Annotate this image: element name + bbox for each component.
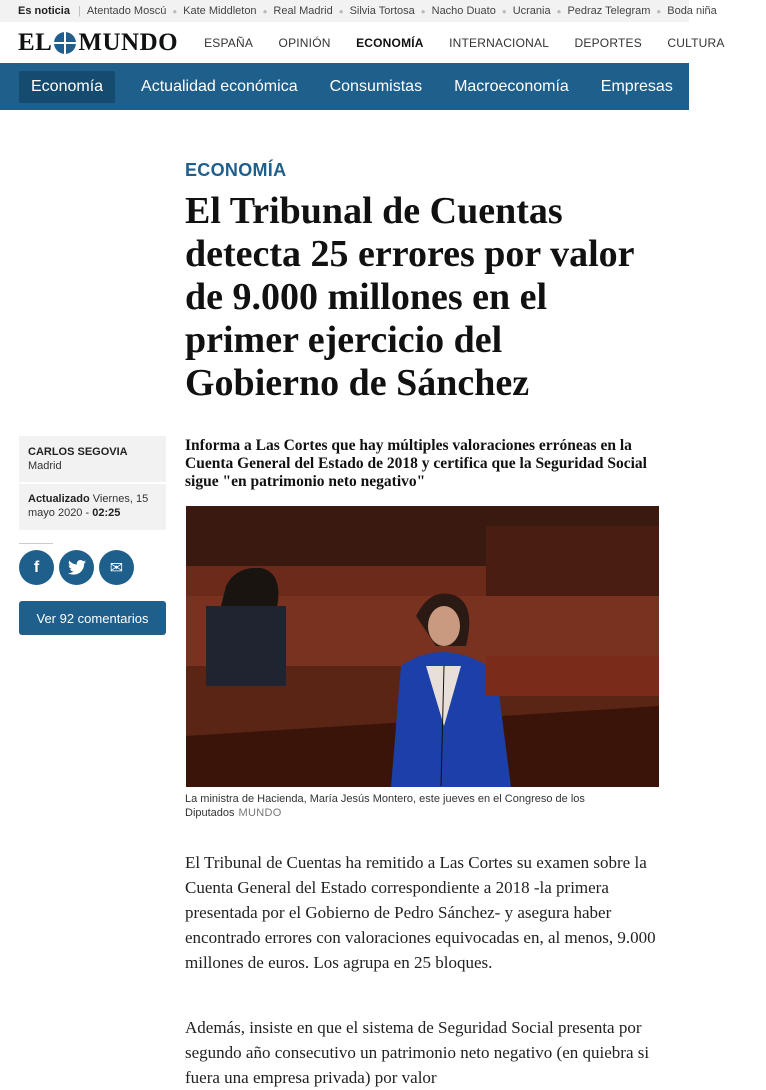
twitter-icon[interactable] xyxy=(59,550,94,585)
logo-text-right: MUNDO xyxy=(78,28,179,56)
author-name[interactable]: CARLOS SEGOVIA xyxy=(28,446,128,458)
nav-item-deportes[interactable]: DEPORTES xyxy=(574,35,642,50)
ticker-item[interactable]: Real Madrid xyxy=(273,5,333,17)
updated-date: Viernes, 15 mayo 2020 - xyxy=(28,493,149,519)
updated-timestamp xyxy=(19,484,166,530)
ticker-divider: | xyxy=(77,5,81,17)
ticker-item[interactable]: Ucrania xyxy=(512,5,551,17)
news-ticker xyxy=(0,0,717,22)
email-icon[interactable]: ✉ xyxy=(99,550,134,585)
article-standfirst: Informa a Las Cortes que hay múltiples valoraciones erróneas en la Cuenta General del Estado de 2018 y certifica que la Seguridad Social sigue "en patrimonio neto negativo" xyxy=(185,437,647,490)
nav-item-cultura[interactable]: CULTURA xyxy=(667,35,725,50)
share-buttons xyxy=(19,550,139,585)
ticker-dot: ● xyxy=(556,6,562,16)
section-nav-current[interactable]: Economía xyxy=(19,71,115,103)
section-nav-item[interactable]: Actualidad económica xyxy=(141,77,298,95)
ticker-dot: ● xyxy=(262,6,268,16)
ticker-dot: ● xyxy=(656,6,662,16)
logo-text-left: EL xyxy=(18,28,53,56)
ticker-item[interactable]: Kate Middleton xyxy=(183,5,257,17)
updated-time: 02:25 xyxy=(92,507,121,519)
author-box xyxy=(19,436,166,530)
caption-text: La ministra de Hacienda, María Jesús Montero, este jueves en el Congreso de los Diputados xyxy=(185,793,585,819)
site-logo[interactable] xyxy=(18,29,178,57)
ticker-item[interactable]: Boda niña xyxy=(667,5,717,17)
section-nav-item[interactable]: Vivienda xyxy=(704,77,766,95)
ticker-item[interactable]: Nacho Duato xyxy=(431,5,496,17)
article-kicker[interactable]: ECONOMÍA xyxy=(185,160,287,180)
updated-label: Actualizado xyxy=(28,493,90,505)
article-paragraph: Además, insiste en que el sistema de Seguridad Social presenta por segundo año consecutivo un patrimonio neto negativo (en quiebra si fuera una empresa privada) por valor xyxy=(185,1018,650,1087)
ticker-item[interactable]: Pedraz Telegram xyxy=(567,5,651,17)
site-header xyxy=(0,22,725,63)
article-headline: El Tribunal de Cuentas detecta 25 errores por valor de 9.000 millones en el primer ejercicio del Gobierno de Sánchez xyxy=(185,190,634,404)
section-nav-item[interactable]: Macroeconomía xyxy=(454,77,569,95)
ticker-item[interactable]: Silvia Tortosa xyxy=(349,5,415,17)
globe-icon xyxy=(54,32,76,54)
ticker-dot: ● xyxy=(338,6,344,16)
section-nav-item[interactable]: Empresas xyxy=(600,77,673,95)
article-photo[interactable] xyxy=(186,506,659,787)
main-nav xyxy=(204,34,746,52)
ticker-dot: ● xyxy=(501,6,507,16)
article-paragraph: El Tribunal de Cuentas ha remitido a Las Cortes su examen sobre la Cuenta General del Estado correspondiente a 2018 -la primera presentada por el Gobierno de Pedro Sánchez- y asegura haber encontrado errores con valoraciones equivocadas en, al menos, 9.000 millones de euros. Los agrupa en 25 bloques. xyxy=(185,853,656,972)
ticker-dot: ● xyxy=(420,6,426,16)
caption-credit: MUNDO xyxy=(238,807,282,819)
nav-item-economia[interactable]: ECONOMÍA xyxy=(356,35,424,50)
social-divider xyxy=(19,543,53,544)
photo-caption xyxy=(185,792,660,820)
section-nav-item[interactable]: Consumistas xyxy=(329,77,423,95)
nav-item-espana[interactable]: ESPAÑA xyxy=(204,35,254,50)
ticker-label: Es noticia xyxy=(18,5,70,17)
ticker-item[interactable]: Atentado Moscú xyxy=(86,5,167,17)
author-location: Madrid xyxy=(19,458,166,484)
section-nav xyxy=(0,63,766,110)
facebook-icon[interactable]: f xyxy=(19,550,54,585)
comments-button[interactable]: Ver 92 comentarios xyxy=(19,601,166,635)
nav-item-internacional[interactable]: INTERNACIONAL xyxy=(449,35,550,50)
ticker-dot: ● xyxy=(172,6,178,16)
nav-item-opinion[interactable]: OPINIÓN xyxy=(278,35,331,50)
